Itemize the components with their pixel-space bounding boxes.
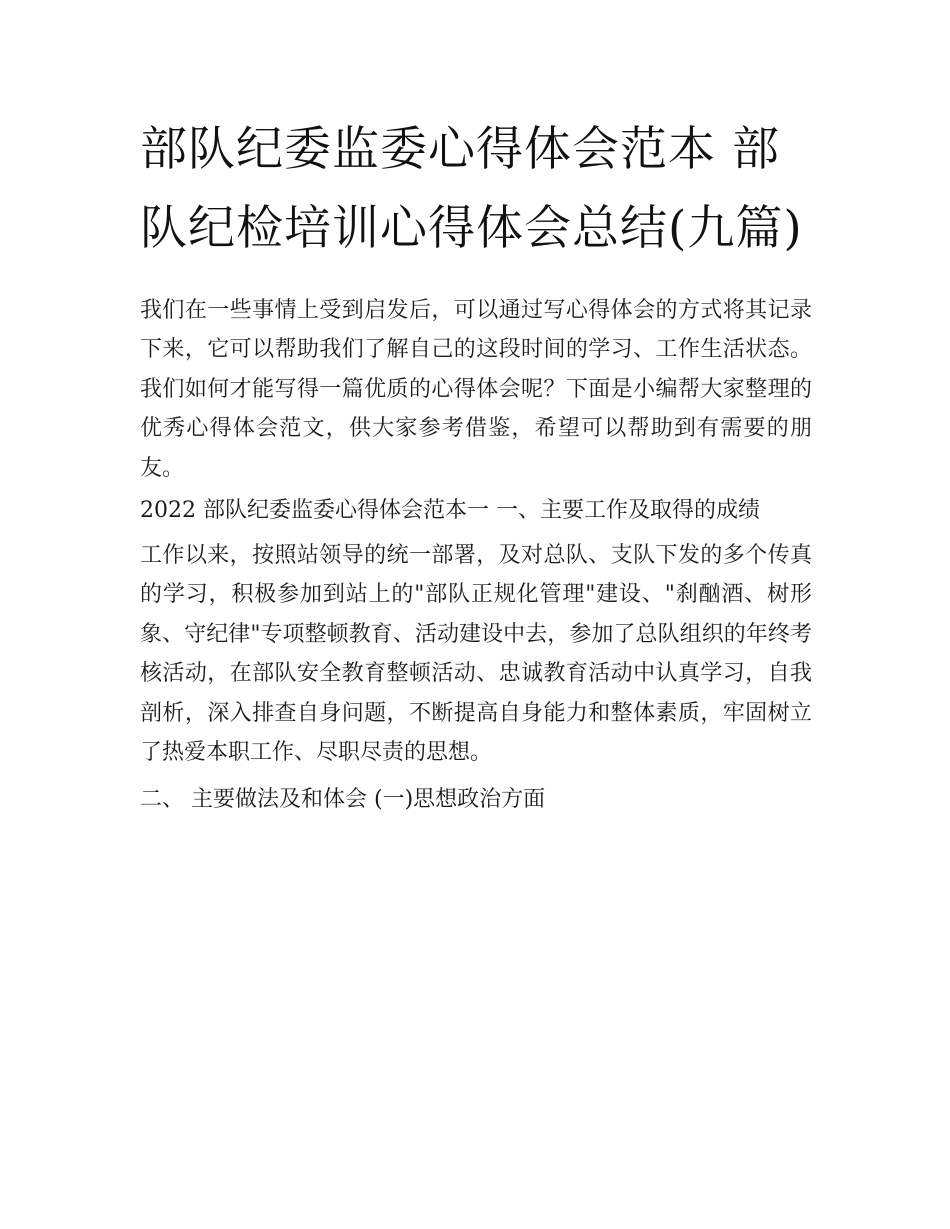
document-page bbox=[140, 110, 812, 820]
section-heading-methods: 二、 主要做法及和体会 (一)思想政治方面 bbox=[140, 787, 546, 813]
document-title: 部队纪委监委心得体会范本 部队纪检培训心得体会总结(九篇) bbox=[140, 122, 803, 256]
section-heading-main-work: 2022 部队纪委监委心得体会范本一 一、主要工作及取得的成绩 bbox=[140, 498, 760, 524]
section-body-main-work: 工作以来，按照站领导的统一部署，及对总队、支队下发的多个传真的学习，积极参加到站上的"部队正规化管理"建设、"刹酗酒、树形象、守纪律"专项整顿教育、活动建设中去，参加了总队组织的年终考核活动，在部队安全教育整顿活动、忠诚教育活动中认真学习，自我剖析，深入排查自身问题，不断提高自身能力和整体素质，牢固树立了热爱本职工作、尽职尽责的思想。 bbox=[140, 543, 812, 766]
intro-paragraph: 我们在一些事情上受到启发后，可以通过写心得体会的方式将其记录下来，它可以帮助我们了解自己的这段时间的学习、工作生活状态。我们如何才能写得一篇优质的心得体会呢？下面是小编帮大家整理的优秀心得体会范文，供大家参考借鉴，希望可以帮助到有需要的朋友。 bbox=[140, 298, 812, 481]
